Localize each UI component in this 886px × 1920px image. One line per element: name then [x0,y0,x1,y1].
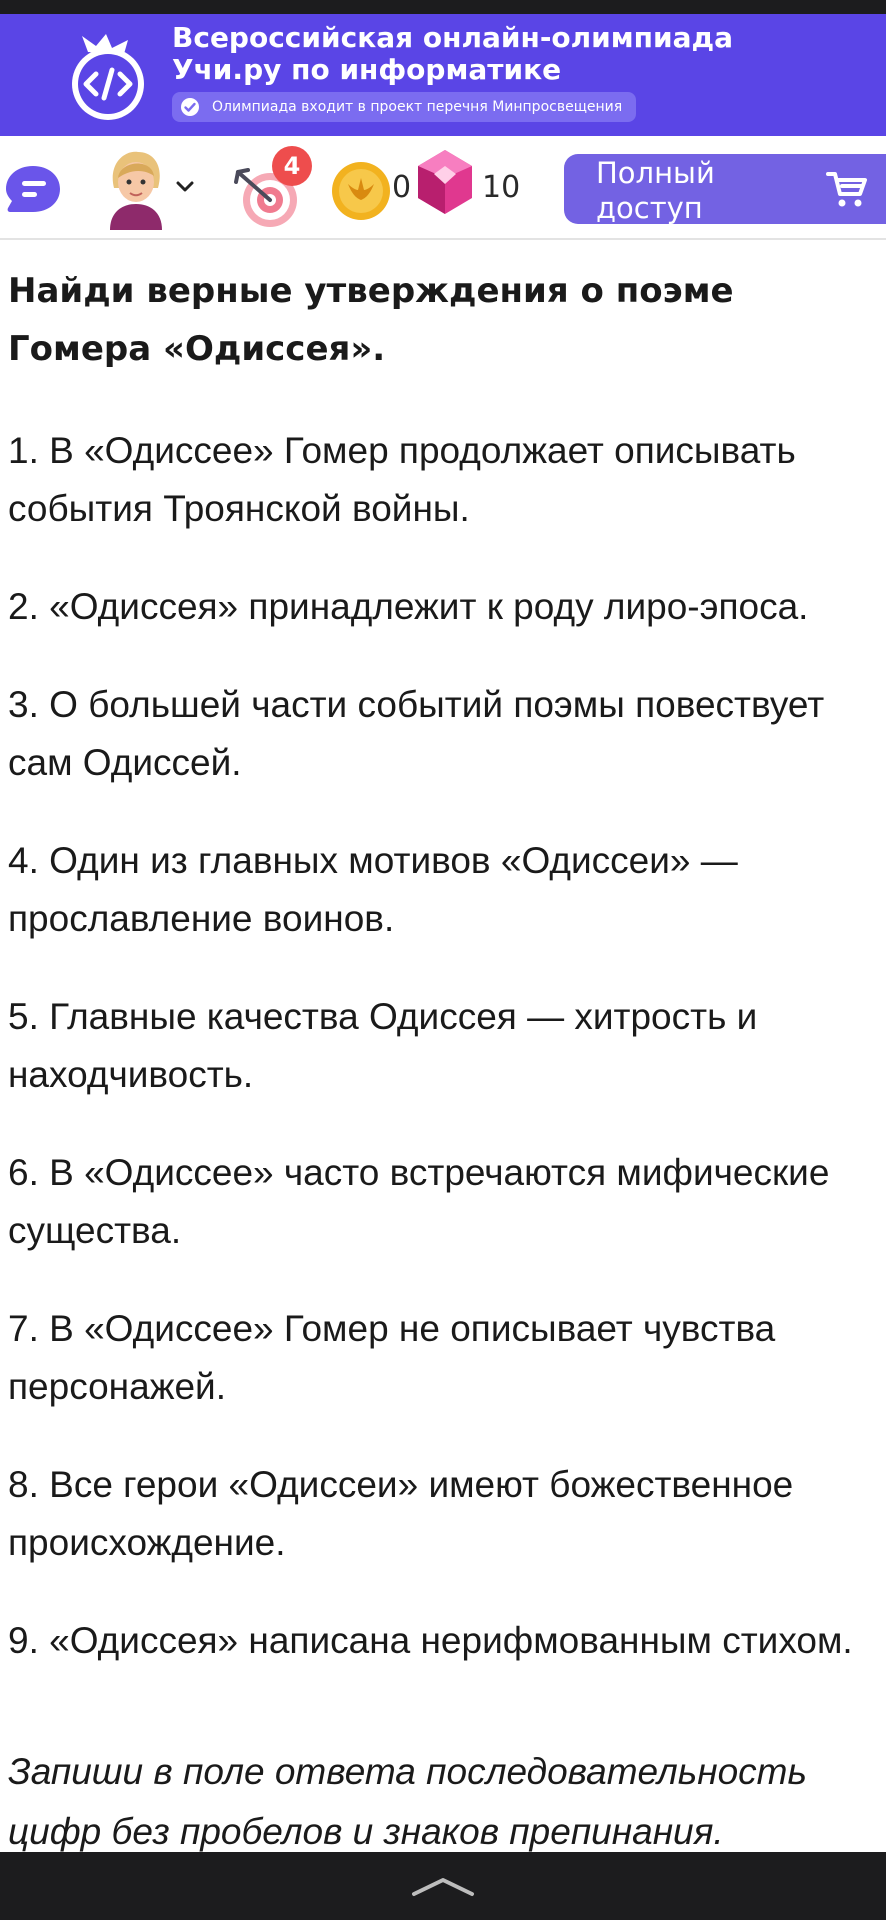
swipe-up-handle-icon[interactable] [408,1872,478,1900]
statement-item: 9. «Одиссея» написана нерифмованным стихом. [8,1620,853,1661]
statement-item: 8. Все герои «Одиссеи» имеют божественное происхождение. [8,1464,794,1563]
answer-instruction: Запиши в поле ответа последовательность цифр без пробелов и знаков препинания. [8,1751,807,1852]
statement-item: 1. В «Одиссее» Гомер продолжает описывать события Троянской войны. [8,430,796,529]
banner-subtitle-pill [172,92,636,122]
chat-icon[interactable] [4,164,62,214]
banner-title-line2: Учи.ру по информатике [172,53,562,86]
coin-icon[interactable] [330,160,392,222]
full-access-button[interactable] [564,154,886,224]
avatar[interactable] [104,148,168,230]
gem-icon[interactable] [416,148,474,216]
status-bar [0,0,886,14]
coins-count: 0 [392,170,412,205]
olympiad-banner[interactable] [0,14,886,136]
statement-item: 4. Один из главных мотивов «Одиссеи» — прославление воинов. [8,840,738,939]
statement-item: 2. «Одиссея» принадлежит к роду лиро-эпоса. [8,586,809,627]
task-content [8,262,878,1852]
verified-check-icon [180,97,200,117]
statement-item: 3. О большей части событий поэмы повествует сам Одиссей. [8,684,825,783]
notifications-badge: 4 [272,146,312,186]
code-brackets-icon [66,34,150,124]
full-access-label: Полный доступ [596,156,715,225]
system-navigation-bar [0,1852,886,1920]
gems-count: 10 [482,170,521,205]
banner-title-line1: Всероссийская онлайн-олимпиада [172,21,734,54]
statement-item: 5. Главные качества Одиссея — хитрость и находчивость. [8,996,758,1095]
banner-subtitle: Олимпиада входит в проект перечня Минпросвещения [212,99,623,115]
statement-item: 7. В «Одиссее» Гомер не описывает чувства персонажей. [8,1308,776,1407]
statement-item: 6. В «Одиссее» часто встречаются мифические существа. [8,1152,830,1251]
cart-icon [826,170,868,208]
top-toolbar [0,136,886,240]
banner-title [172,22,733,86]
chevron-down-icon[interactable] [176,180,194,194]
question-text: Найди верные утверждения о поэме Гомера «Одиссея». [8,271,734,369]
